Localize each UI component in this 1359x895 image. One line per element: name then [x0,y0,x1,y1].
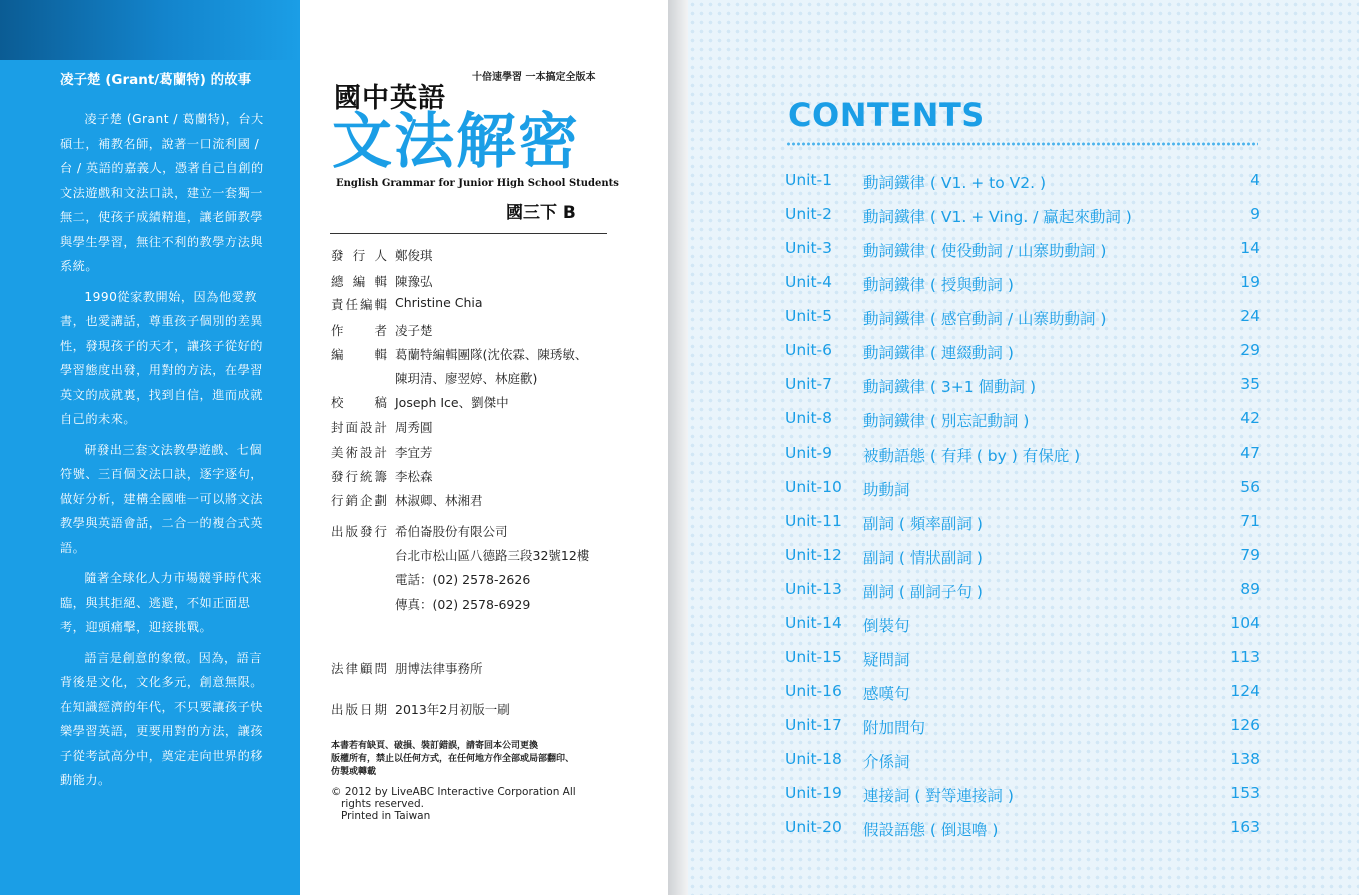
toc-unit-title: 倒裝句 [863,617,910,635]
toc-unit-title: 動詞鐵律 ( 別忘記動詞 ) [863,412,1030,430]
toc-item[interactable] [785,200,1260,228]
credit-label: 編輯 [331,347,387,362]
bio-paragraph: 凌子楚 (Grant / 葛蘭特)，台大碩士，補教名師，說著一口流利國 / 台 / 英語的嘉義人，憑著自己自創的文法遊戲和文法口訣，建立一套獨一無二，使孩子成績精進，讓老師教學與學生學習，無往不利的教學方法與系統。 [60,112,264,273]
toc-unit-label: Unit-15 [785,648,842,666]
credit-value: 希伯崙股份有限公司 [395,524,508,539]
fineprint-notice [331,740,621,779]
toc-item[interactable] [785,268,1260,296]
toc-page-number: 113 [1230,648,1260,666]
toc-page-number: 153 [1230,784,1260,802]
credit-value: 周秀圓 [395,420,433,435]
toc-page-number: 79 [1240,546,1260,564]
toc-item[interactable] [785,302,1260,330]
toc-unit-label: Unit-20 [785,818,842,836]
credit-value: 凌子楚 [395,323,433,338]
credit-label: 封面設計 [331,420,387,435]
credit-value: 李宜芳 [395,445,433,460]
credit-value: 傳真：(02) 2578-6929 [395,597,531,612]
toc-unit-title: 附加問句 [863,719,926,737]
contents-title: CONTENTS [788,96,985,134]
toc-item[interactable] [785,336,1260,364]
toc-unit-title: 動詞鐵律 ( 感官動詞 / 山寨助動詞 ) [863,310,1107,328]
toc-unit-title: 副詞 ( 頻率副詞 ) [863,515,983,533]
toc-item[interactable] [785,609,1260,637]
credit-label: 發行人 [331,248,387,263]
credit-label: 法律顧問 [331,661,387,676]
toc-page-number: 89 [1240,580,1260,598]
toc-page-number: 163 [1230,818,1260,836]
copyright-page [0,0,668,895]
toc-item[interactable] [785,404,1260,432]
book-title-main: 文法解密 [332,107,580,177]
toc-unit-title: 動詞鐵律 ( 3+1 個動詞 ) [863,378,1037,396]
credit-value: 鄭俊琪 [395,248,433,263]
toc-unit-title: 動詞鐵律 ( V1. + Ving. / 贏起來動詞 ) [863,208,1132,226]
credit-value: 陳玥清、廖翌婷、林庭歡) [395,371,538,386]
toc-page-number: 24 [1240,307,1260,325]
toc-page-number: 124 [1230,682,1260,700]
credit-label: 出版發行 [331,524,387,539]
toc-unit-title: 被動語態 ( 有拜 ( by ) 有保庇 ) [863,447,1081,465]
toc-unit-label: Unit-5 [785,307,833,325]
credit-value: 陳豫弘 [395,274,433,289]
toc-item[interactable] [785,473,1260,501]
toc-page-number: 29 [1240,341,1260,359]
toc-unit-label: Unit-6 [785,341,833,359]
credit-label: 責任編輯 [331,297,387,312]
credit-value: Joseph Ice、劉傑中 [395,395,509,410]
toc-unit-label: Unit-9 [785,444,833,462]
toc-unit-label: Unit-4 [785,273,833,291]
toc-unit-title: 疑問詞 [863,651,910,669]
credit-label: 總編輯 [331,274,387,289]
author-bio-column [0,0,300,895]
toc-page-number: 19 [1240,273,1260,291]
toc-unit-label: Unit-18 [785,750,842,768]
toc-unit-label: Unit-12 [785,546,842,564]
credit-label: 發行統籌 [331,469,387,484]
fineprint-line: 仿製或轉載 [331,767,377,777]
toc-unit-label: Unit-8 [785,409,833,427]
toc-item[interactable] [785,507,1260,535]
credit-label: 校稿 [331,395,387,410]
book-subtitle-en: English Grammar for Junior High School Students [336,178,619,189]
bio-paragraph: 1990從家教開始，因為他愛教書，也愛講話，尊重孩子個別的差異性，發現孩子的天才，讓孩子從好的學習態度出發，用對的方法，在學習英文的成就裏，找到自信，進而成就自己的未來。 [60,289,263,426]
toc-unit-title: 介係詞 [863,753,910,771]
toc-unit-label: Unit-16 [785,682,842,700]
credit-value: 林淑卿、林湘君 [395,493,483,508]
toc-item[interactable] [785,677,1260,705]
bio-paragraph: 研發出三套文法教學遊戲、七個符號、三百個文法口訣，逐字逐句，做好分析，建構全國唯一可以將文法教學與英語會話，二合一的複合式英語。 [60,442,263,555]
toc-page-number: 56 [1240,478,1260,496]
toc-unit-title: 副詞 ( 副詞子句 ) [863,583,983,601]
toc-unit-label: Unit-14 [785,614,842,632]
toc-unit-title: 假設語態 ( 倒退嚕 ) [863,821,999,839]
credit-value: 朋博法律事務所 [395,661,483,676]
toc-item[interactable] [785,439,1260,467]
toc-item[interactable] [785,575,1260,603]
credit-label: 出版日期 [331,702,387,717]
toc-unit-label: Unit-11 [785,512,842,530]
header-divider [330,233,607,234]
toc-page-number: 138 [1230,750,1260,768]
toc-page-number: 104 [1230,614,1260,632]
fineprint-line: 本書若有缺頁、破損、裝訂錯誤，請寄回本公司更換 [331,741,539,751]
fineprint-line: 版權所有，禁止以任何方式，在任何地方作全部或局部翻印、 [331,754,575,764]
toc-page-number: 126 [1230,716,1260,734]
toc-page-number: 9 [1250,205,1260,223]
credit-value: 李松森 [395,469,433,484]
toc-unit-label: Unit-2 [785,205,833,223]
credit-value: 台北市松山區八德路三段32號12樓 [395,548,590,563]
toc-unit-title: 動詞鐵律 ( 授與動詞 ) [863,276,1014,294]
toc-unit-label: Unit-13 [785,580,842,598]
toc-item[interactable] [785,643,1260,671]
toc-page-number: 71 [1240,512,1260,530]
toc-item[interactable] [785,234,1260,262]
toc-item[interactable] [785,166,1260,194]
toc-item[interactable] [785,745,1260,773]
toc-page-number: 14 [1240,239,1260,257]
toc-unit-title: 副詞 ( 情狀副詞 ) [863,549,983,567]
toc-unit-label: Unit-17 [785,716,842,734]
contents-page [688,0,1359,895]
toc-page-number: 47 [1240,444,1260,462]
credit-label: 作者 [331,323,387,338]
author-bio-title: 凌子楚 (Grant/葛蘭特) 的故事 [60,72,252,88]
credit-value: 電話：(02) 2578-2626 [395,572,531,587]
toc-unit-label: Unit-3 [785,239,833,257]
bio-paragraph: 隨著全球化人力市場競爭時代來臨，與其拒絕、逃避，不如正面思考，迎頭痛擊，迎接挑戰。 [60,571,263,634]
toc-unit-label: Unit-10 [785,478,842,496]
toc-item[interactable] [785,779,1260,807]
toc-item[interactable] [785,813,1260,841]
book-tagline: 十倍速學習 一本搞定全版本 [472,72,596,83]
toc-item[interactable] [785,541,1260,569]
credit-label: 行銷企劃 [331,493,387,508]
contents-dotted-rule [786,142,1258,146]
toc-unit-label: Unit-19 [785,784,842,802]
bio-header-band [0,0,300,60]
toc-unit-label: Unit-1 [785,171,833,189]
toc-page-number: 42 [1240,409,1260,427]
author-bio-text [60,107,266,799]
toc-unit-title: 助動詞 [863,481,910,499]
book-gutter [668,0,688,895]
toc-item[interactable] [785,370,1260,398]
credit-value: 葛蘭特編輯團隊(沈依霖、陳琇敏、 [395,347,588,362]
credit-value: Christine Chia [395,295,483,310]
toc-item[interactable] [785,711,1260,739]
book-grade: 國三下 B [506,203,576,223]
bio-paragraph: 語言是創意的象徵。因為，語言背後是文化，文化多元，創意無限。在知識經濟的年代，不只要讓孩子快樂學習英語，更要用對的方法，讓孩子從考試高分中，奠定走向世界的移動能力。 [60,650,263,787]
credit-label: 美術設計 [331,445,387,460]
toc-unit-title: 感嘆句 [863,685,910,703]
toc-unit-title: 動詞鐵律 ( 連綴動詞 ) [863,344,1014,362]
toc-page-number: 35 [1240,375,1260,393]
toc-unit-title: 動詞鐵律 ( 使役動詞 / 山寨助動詞 ) [863,242,1107,260]
toc-unit-title: 連接詞 ( 對等連接詞 ) [863,787,1014,805]
copyright-notice: © 2012 by LiveABC Interactive Corporation All rights reserved. Printed in Taiwan [331,786,576,822]
credit-value: 2013年2月初版一刷 [395,702,510,717]
book-title-top: 國中英語 [334,83,446,114]
toc-unit-title: 動詞鐵律 ( V1. + to V2. ) [863,174,1046,192]
toc-unit-label: Unit-7 [785,375,833,393]
toc-page-number: 4 [1250,171,1260,189]
